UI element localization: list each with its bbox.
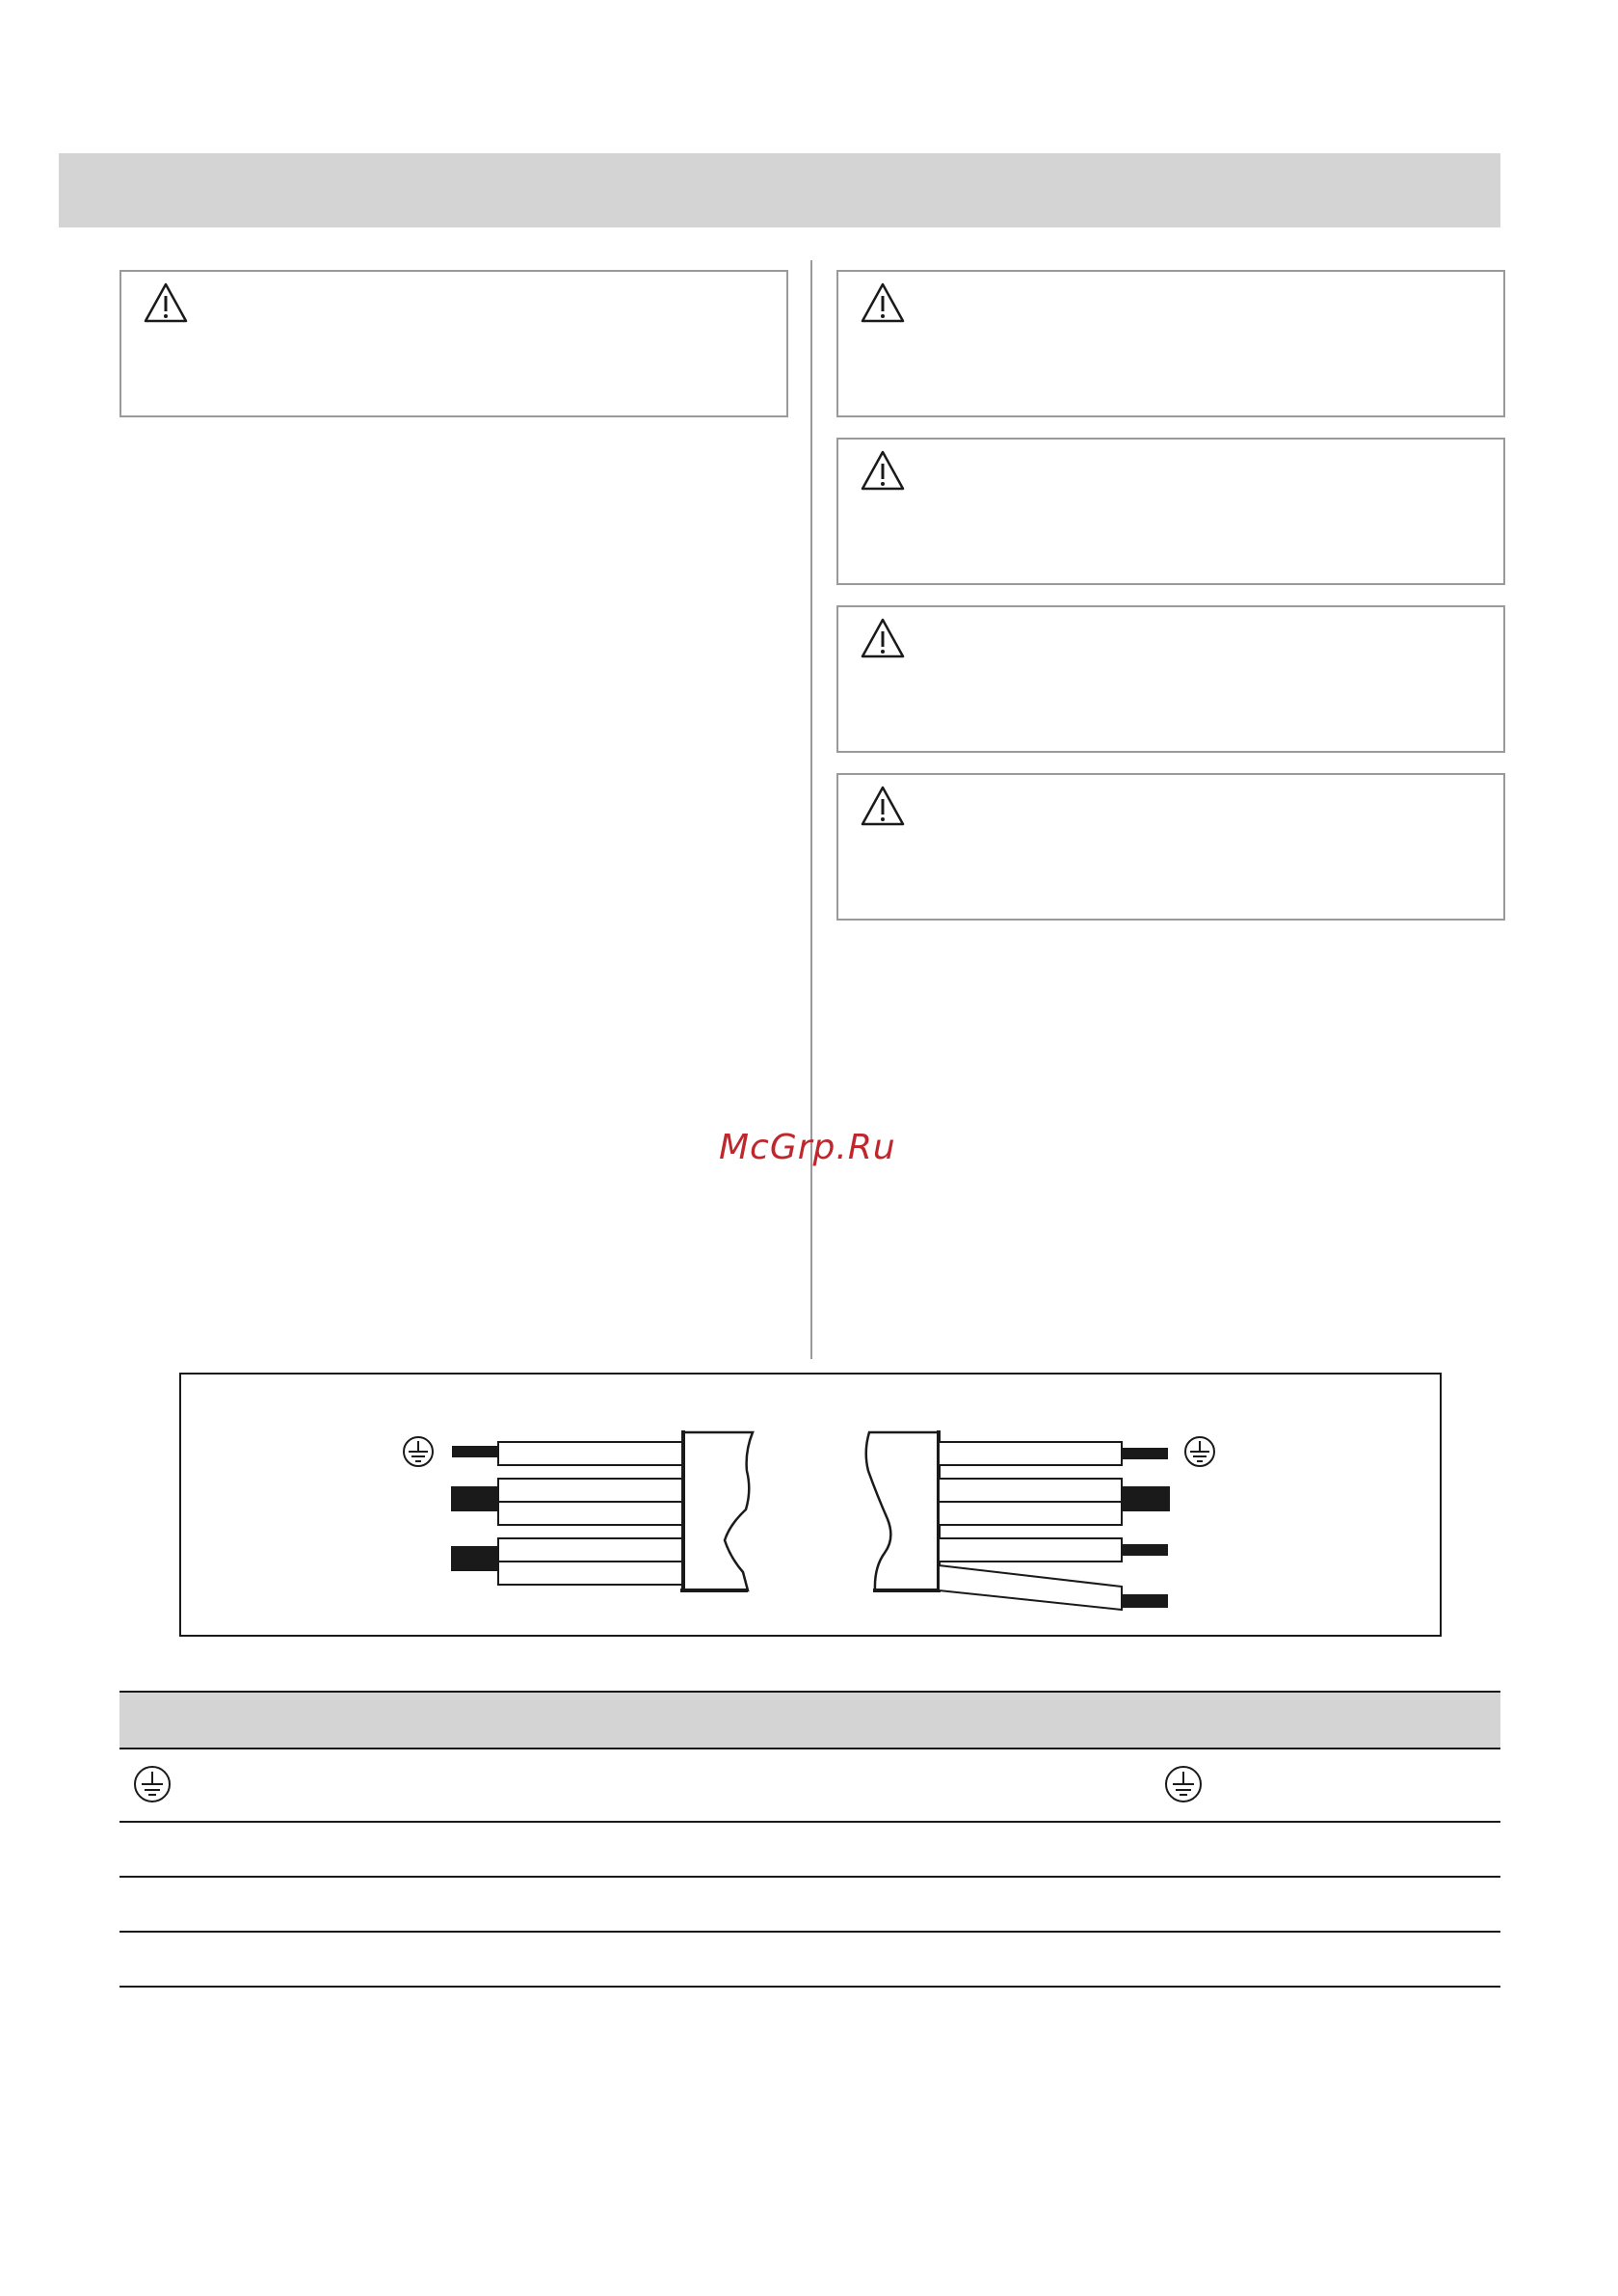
wire-left-2a bbox=[498, 1479, 683, 1502]
wire-right-earth bbox=[939, 1442, 1122, 1465]
column-divider bbox=[810, 260, 812, 1359]
warning-triangle-icon bbox=[860, 449, 906, 492]
protective-earth-icon bbox=[133, 1765, 172, 1803]
wire-left-2b bbox=[498, 1502, 683, 1525]
header-band bbox=[59, 153, 1500, 227]
warning-triangle-icon bbox=[143, 281, 189, 324]
wire-left-3b bbox=[498, 1562, 683, 1585]
wire-left-3a bbox=[498, 1538, 683, 1562]
wire-right-4 bbox=[939, 1565, 1122, 1610]
wire-right-2b bbox=[939, 1502, 1122, 1525]
table-row bbox=[119, 1749, 1500, 1823]
table-row bbox=[119, 1933, 1500, 1988]
cable-sheath-right bbox=[866, 1432, 939, 1590]
wire-left-earth bbox=[498, 1442, 683, 1465]
protective-earth-icon bbox=[1185, 1437, 1214, 1466]
watermark: McGrp.Ru bbox=[719, 1128, 896, 1167]
wire-right-2a bbox=[939, 1479, 1122, 1502]
warning-triangle-icon bbox=[860, 617, 906, 659]
conductor-end-right-3 bbox=[1122, 1544, 1168, 1556]
cable-diagram-drawing bbox=[181, 1375, 1440, 1635]
protective-earth-icon bbox=[1164, 1765, 1203, 1803]
wire-right-3 bbox=[939, 1538, 1122, 1562]
warning-triangle-icon bbox=[860, 281, 906, 324]
warning-box-right-2 bbox=[836, 438, 1505, 585]
conductor-end-left-earth bbox=[452, 1446, 498, 1457]
warning-box-right-4 bbox=[836, 773, 1505, 921]
conductor-end-left-3 bbox=[451, 1546, 499, 1571]
conductor-end-right-2 bbox=[1122, 1486, 1170, 1511]
conductor-end-left-2 bbox=[451, 1486, 499, 1511]
warning-box-left bbox=[119, 270, 788, 417]
cable-sheath-left bbox=[683, 1432, 753, 1590]
warning-box-right-1 bbox=[836, 270, 1505, 417]
warning-box-right-3 bbox=[836, 605, 1505, 753]
cable-diagram bbox=[179, 1373, 1442, 1637]
warning-triangle-icon bbox=[860, 785, 906, 827]
wiring-table-header bbox=[119, 1691, 1500, 1749]
conductor-end-right-earth bbox=[1122, 1448, 1168, 1459]
table-row bbox=[119, 1823, 1500, 1878]
conductor-end-right-4 bbox=[1122, 1594, 1168, 1608]
protective-earth-icon bbox=[404, 1437, 433, 1466]
table-row bbox=[119, 1878, 1500, 1933]
